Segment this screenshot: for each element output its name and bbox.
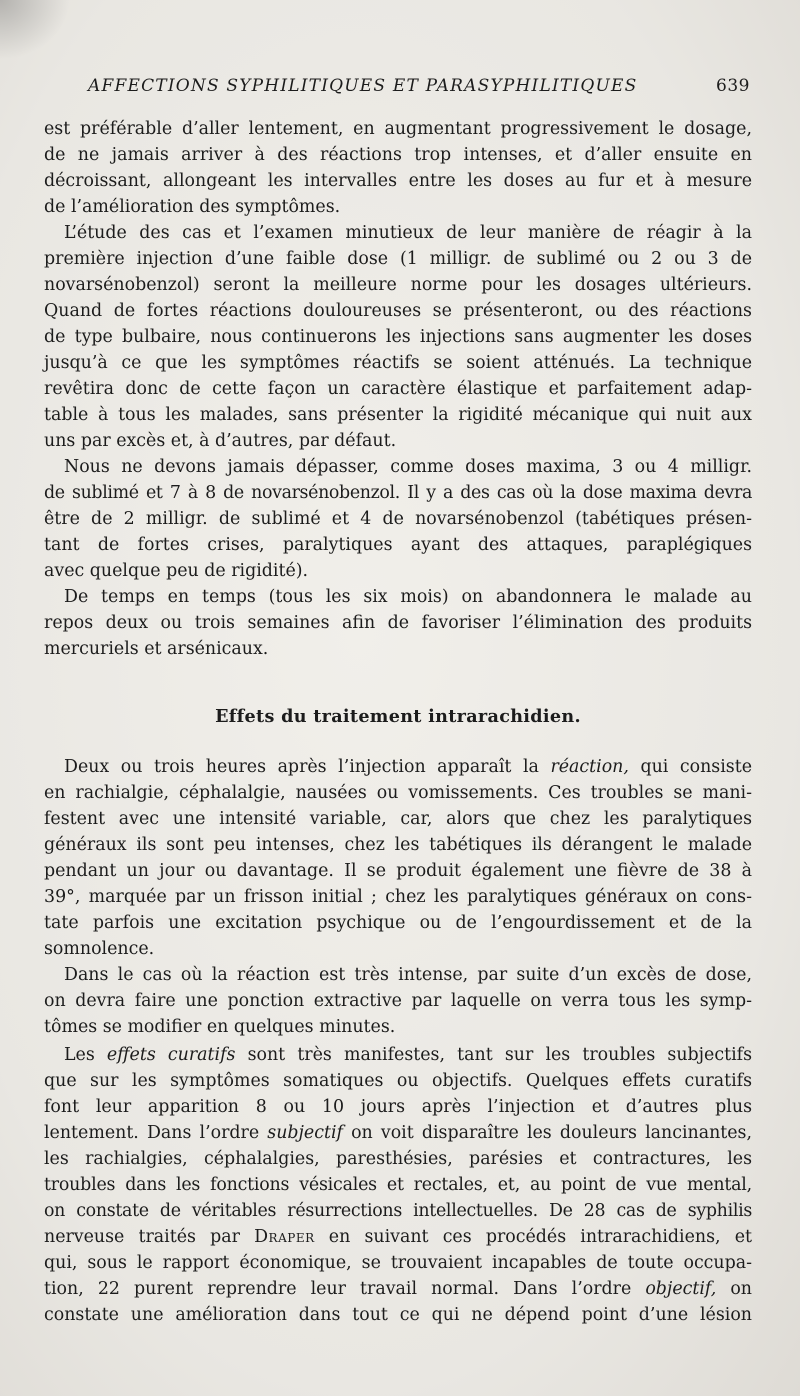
text-line: de type bulbaire, nous continuerons les injections sans augmenter les doses (44, 327, 752, 347)
text-line: L’étude des cas et l’examen minutieux de leur manière de réagir à la (64, 223, 752, 243)
text-run: sont très manifestes, tant sur les troubles subjectifs (235, 1045, 752, 1065)
text-line: avec quelque peu de rigidité). (44, 561, 309, 581)
text-line (44, 1120, 752, 1146)
text-line (44, 1042, 752, 1068)
text-line: table à tous les malades, sans présenter la rigidité mécanique qui nuit aux (44, 405, 752, 425)
text-line: somnolence. (44, 939, 155, 959)
emphasis-text: réaction, (550, 757, 629, 777)
text-run: nerveuse traités par (44, 1227, 255, 1247)
page-number: 639 (716, 76, 750, 96)
text-line: novarsénobenzol) seront la meilleure norme pour les dosages ultérieurs. (44, 275, 752, 295)
text-run: Deux ou trois heures après l’injection apparaît la (64, 757, 551, 777)
emphasis-text: objectif, (645, 1279, 717, 1299)
text-run: lentement. Dans l’ordre (44, 1123, 268, 1143)
text-line: tômes se modifier en quelques minutes. (44, 1017, 396, 1037)
running-header (88, 76, 750, 96)
text-line: que sur les symptômes somatiques ou objectifs. Quelques effets curatifs (44, 1071, 752, 1091)
text-line (44, 1276, 752, 1302)
text-run: on voit disparaître les douleurs lancinantes, (342, 1123, 753, 1143)
text-line: revêtira donc de cette façon un caractère élastique et parfaitement adap- (44, 379, 752, 399)
text-run: on (716, 1279, 752, 1299)
text-line: généraux ils sont peu intenses, chez les tabétiques ils dérangent le malade (44, 835, 752, 855)
section-heading: Effets du traitement intrarachidien. (215, 706, 581, 727)
text-line: en rachialgie, céphalalgie, nausées ou vomissements. Ces troubles se mani- (44, 783, 752, 803)
text-line: festent avec une intensité variable, car, alors que chez les paralytiques (44, 809, 752, 829)
text-line: constate une amélioration dans tout ce qui ne dépend point d’une lésion (44, 1305, 752, 1325)
paragraphs-block-3 (44, 1042, 752, 1328)
text-line: uns par excès et, à d’autres, par défaut. (44, 431, 397, 451)
text-line: jusqu’à ce que les symptômes réactifs se soient atténués. La technique (44, 353, 752, 373)
text-line: font leur apparition 8 ou 10 jours après l’injection et d’autres plus (44, 1097, 752, 1117)
text-line: être de 2 milligr. de sublimé et 4 de novarsénobenzol (tabétiques présen- (44, 509, 752, 529)
text-line: mercuriels et arsénicaux. (44, 639, 269, 659)
text-line: de l’amélioration des symptômes. (44, 197, 341, 217)
text-line: première injection d’une faible dose (1 milligr. de sublimé ou 2 ou 3 de (44, 249, 752, 269)
text-line: est préférable d’aller lentement, en augmentant progressivement le dosage, (44, 119, 752, 139)
text-run: en suivant ces procédés intrarachidiens, et (314, 1227, 752, 1247)
author-name: Draper (254, 1227, 315, 1247)
text-line: on devra faire une ponction extractive par laquelle on verra tous les symp- (44, 991, 752, 1011)
text-line (44, 1224, 752, 1250)
text-line: De temps en temps (tous les six mois) on abandonnera le malade au (64, 587, 752, 607)
paragraphs-block-1 (44, 116, 752, 662)
text-line: tate parfois une excitation psychique ou de l’engourdissement et de la (44, 913, 752, 933)
scan-shadow (0, 0, 70, 60)
text-run: tion, 22 purent reprendre leur travail normal. Dans l’ordre (44, 1279, 646, 1299)
text-line: tant de fortes crises, paralytiques ayant des attaques, paraplégiques (44, 535, 752, 555)
text-line: repos deux ou trois semaines afin de favoriser l’élimination des produits (44, 613, 752, 633)
paragraphs-block-2 (44, 754, 752, 1040)
text-line: pendant un jour ou davantage. Il se produit également une fièvre de 38 à (44, 861, 752, 881)
text-line: qui, sous le rapport économique, se trouvaient incapables de toute occupa- (44, 1253, 752, 1273)
emphasis-text: subjectif (267, 1123, 343, 1143)
emphasis-text: effets curatifs (106, 1045, 236, 1065)
text-line: 39°, marquée par un frisson initial ; chez les paralytiques généraux on cons- (44, 887, 752, 907)
text-line: décroissant, allongeant les intervalles entre les doses au fur et à mesure (44, 171, 752, 191)
text-line: troubles dans les fonctions vésicales et rectales, et, au point de vue mental, (44, 1175, 752, 1195)
text-line: de sublimé et 7 à 8 de novarsénobenzol. Il y a des cas où la dose maxima devra (44, 483, 752, 503)
text-line: Quand de fortes réactions douloureuses se présenteront, ou des réactions (44, 301, 752, 321)
text-line (44, 754, 752, 780)
text-run: Les (64, 1045, 107, 1065)
text-line: Dans le cas où la réaction est très intense, par suite d’un excès de dose, (64, 965, 752, 985)
text-line: les rachialgies, céphalalgies, paresthésies, parésies et contractures, les (44, 1149, 752, 1169)
text-run: qui consiste (628, 757, 752, 777)
text-line: de ne jamais arriver à des réactions trop intenses, et d’aller ensuite en (44, 145, 752, 165)
text-line: Nous ne devons jamais dépasser, comme doses maxima, 3 ou 4 milligr. (64, 457, 752, 477)
running-title: AFFECTIONS SYPHILITIQUES ET PARASYPHILITIQUES (88, 76, 638, 96)
text-line: on constate de véritables résurrections intellectuelles. De 28 cas de syphilis (44, 1201, 752, 1221)
